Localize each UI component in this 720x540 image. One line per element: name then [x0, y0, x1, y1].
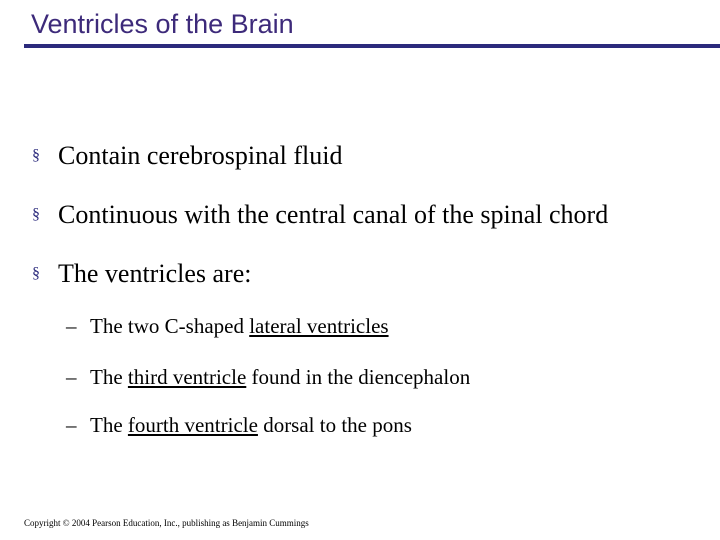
bullet-item — [32, 143, 342, 169]
bullet-marker-icon: § — [32, 265, 40, 282]
bullet-text: The ventricles are: — [58, 259, 252, 288]
sub-bullet-dash-icon: – — [66, 314, 77, 338]
bullet-marker-icon: § — [32, 206, 40, 223]
bullet-item — [32, 261, 251, 287]
bullet-marker-icon: § — [32, 147, 40, 164]
slide-title: Ventricles of the Brain — [31, 9, 294, 39]
sub-bullet-text: The — [90, 365, 128, 389]
bullet-text: Contain cerebrospinal fluid — [58, 141, 343, 170]
sub-bullet-term: lateral ventricles — [249, 314, 389, 338]
sub-bullet-text: The — [90, 413, 128, 437]
sub-bullet-term: third ventricle — [127, 365, 247, 389]
bullet-text: Continuous with the central canal of the spinal chord — [58, 200, 609, 229]
sub-bullet-item — [66, 367, 470, 388]
sub-bullet-text: found in the diencephalon — [246, 365, 471, 389]
sub-bullet-text: The two C-shaped — [90, 314, 250, 338]
sub-bullet-item — [66, 316, 389, 337]
bullet-item — [32, 202, 608, 228]
sub-bullet-term: fourth ventricle — [127, 413, 258, 437]
sub-bullet-dash-icon: – — [66, 365, 77, 389]
sub-bullet-item — [66, 415, 412, 436]
copyright-footer: Copyright © 2004 Pearson Education, Inc., publishing as Benjamin Cummings — [24, 518, 309, 528]
sub-bullet-dash-icon: – — [66, 413, 77, 437]
title-underline-rule — [24, 44, 720, 48]
sub-bullet-text: dorsal to the pons — [257, 413, 412, 437]
